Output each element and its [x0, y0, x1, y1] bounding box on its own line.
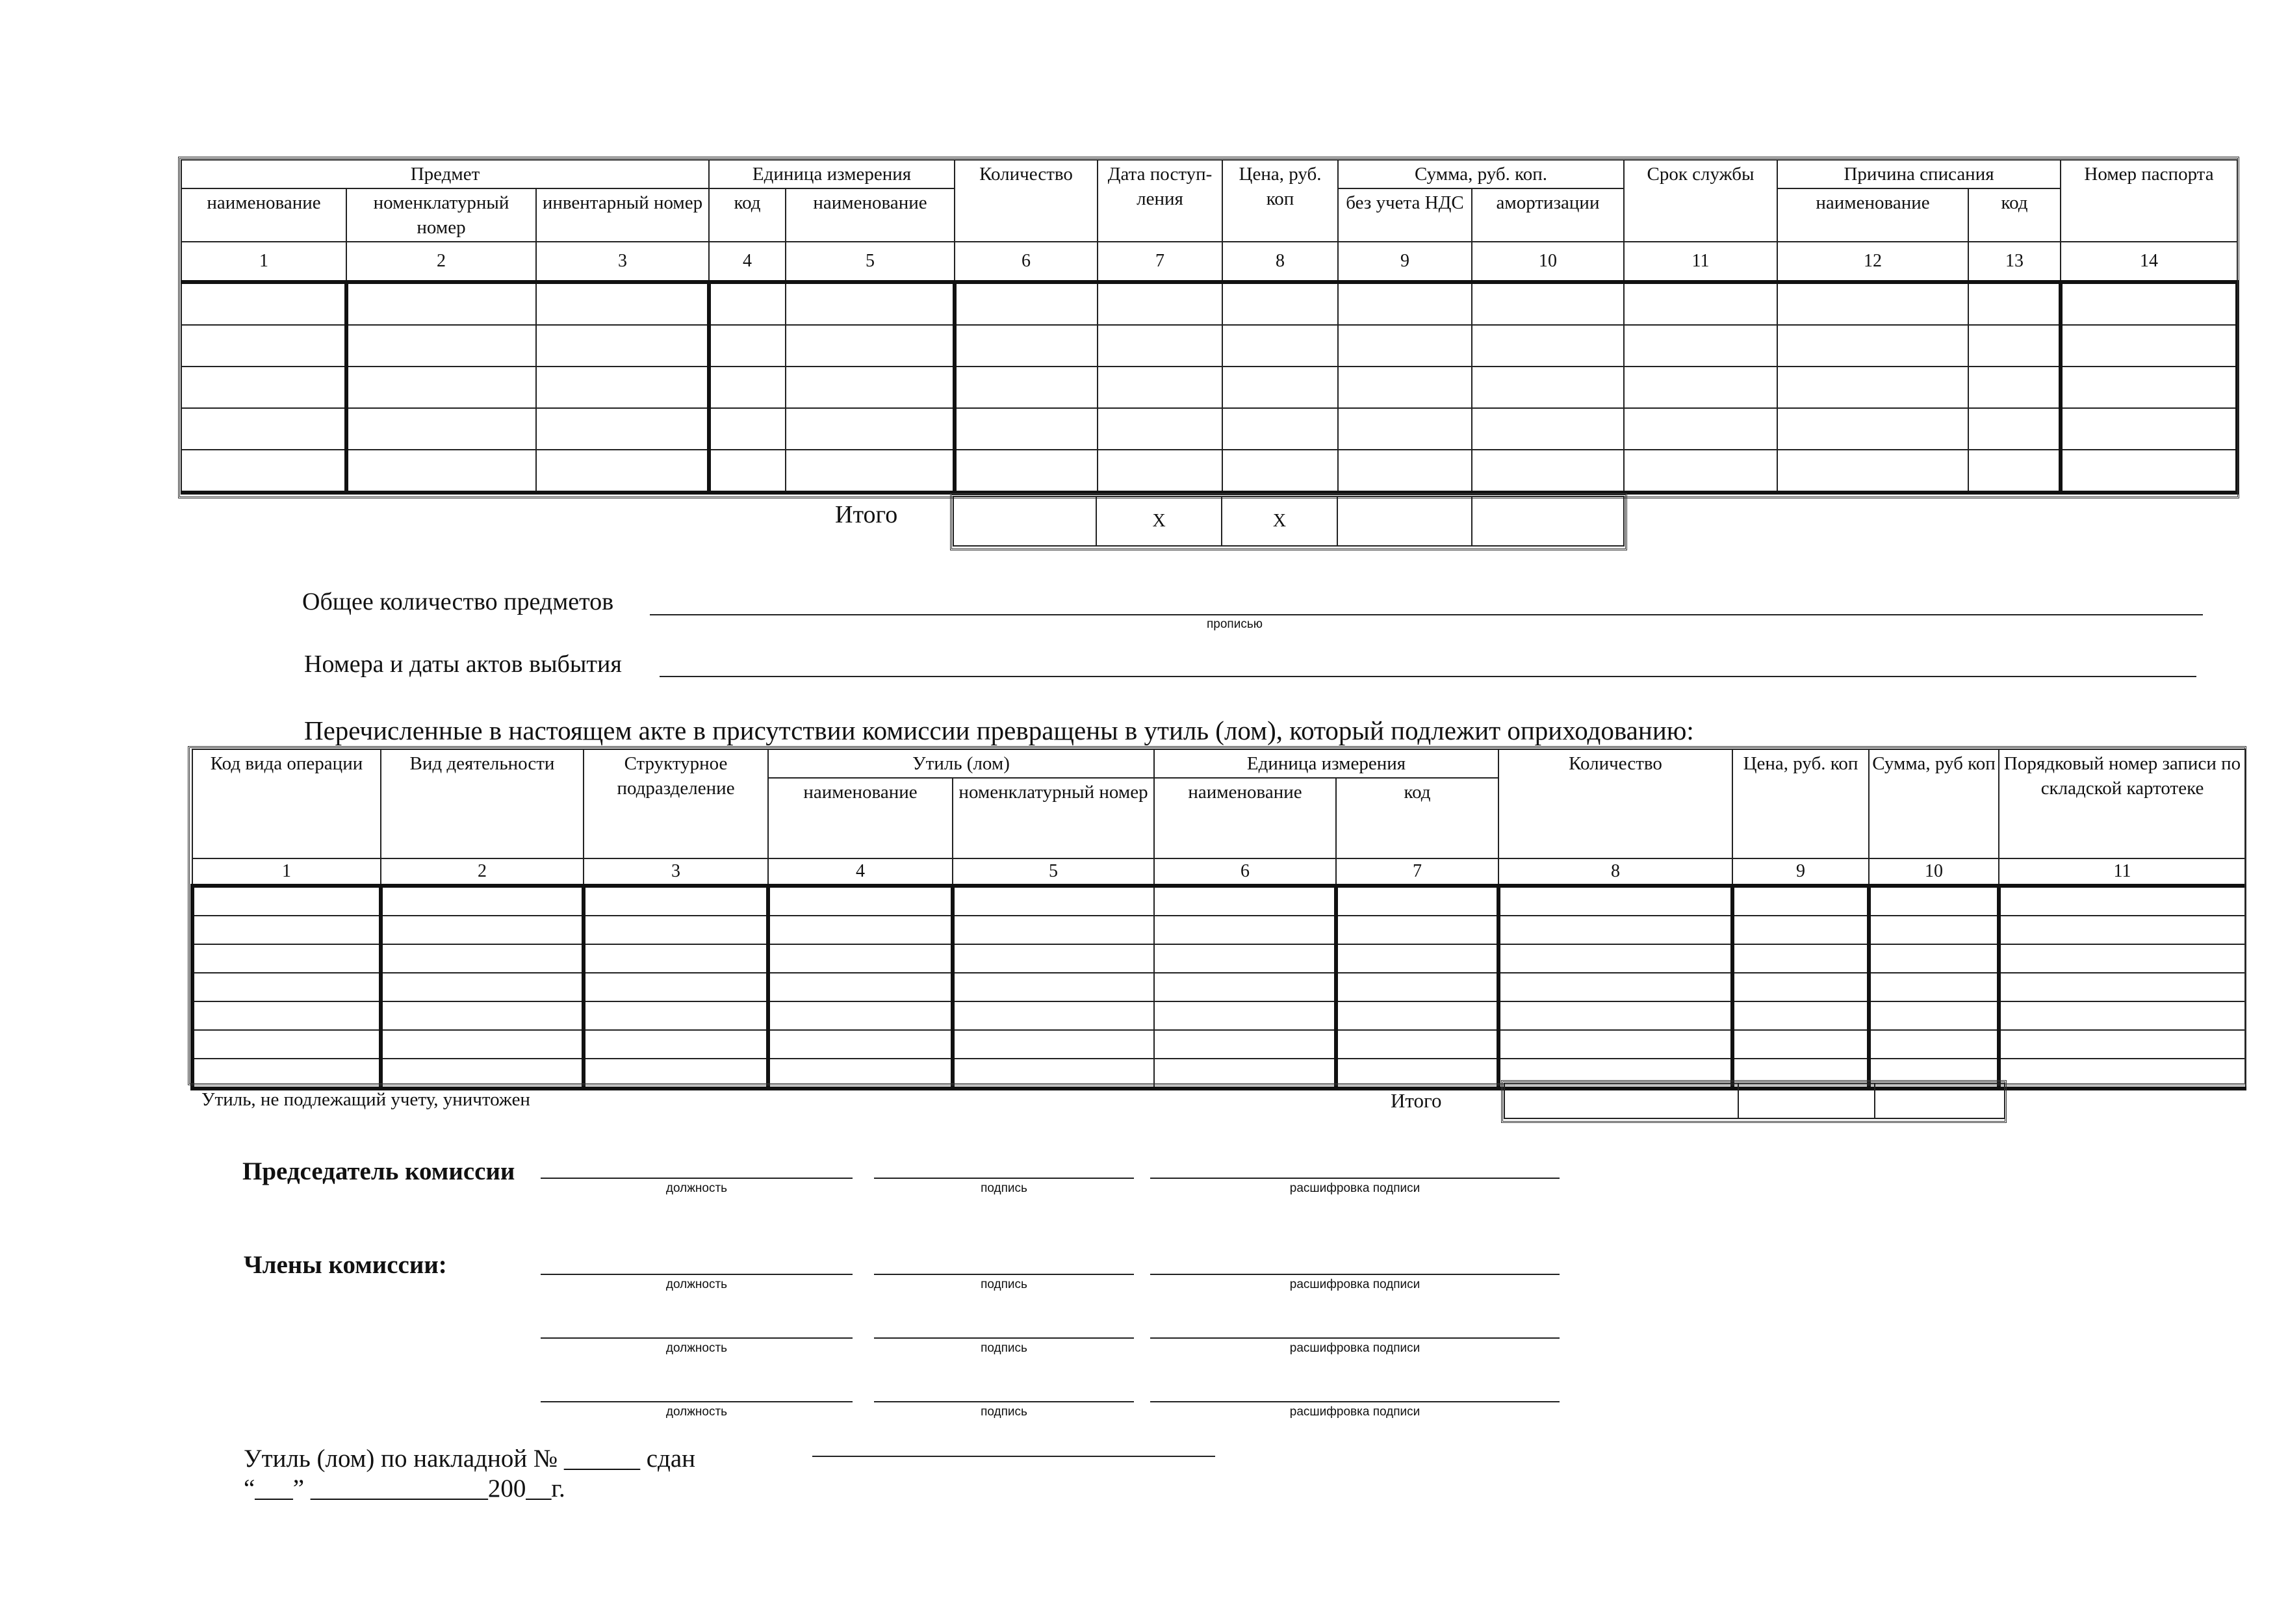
table-cell[interactable]: [1498, 916, 1732, 944]
table-cell[interactable]: [1336, 916, 1498, 944]
table-row: [181, 450, 2237, 493]
scrap-total-label: Итого: [1391, 1089, 1442, 1112]
table-cell[interactable]: [1999, 1030, 2246, 1059]
table-cell[interactable]: [181, 367, 346, 408]
scrap-column-number-3: 3: [584, 858, 768, 886]
table-cell[interactable]: [381, 944, 584, 973]
table-cell[interactable]: [1154, 886, 1336, 916]
table-cell[interactable]: [1472, 325, 1624, 367]
header-quantity: Количество: [955, 160, 1098, 242]
table-cell[interactable]: [1336, 1001, 1498, 1030]
chairman-label: Председатель комиссии: [242, 1157, 515, 1185]
table-cell[interactable]: [1732, 1001, 1869, 1030]
table-cell[interactable]: [1869, 916, 1999, 944]
scrap-column-number-6: 6: [1154, 858, 1336, 886]
table-cell[interactable]: [768, 1059, 953, 1089]
items-total-row: [953, 496, 1625, 547]
signature-caption: подпись: [981, 1405, 1027, 1419]
table-cell[interactable]: [1472, 367, 1624, 408]
column-number-11: 11: [1624, 242, 1777, 282]
table-cell[interactable]: [192, 1030, 381, 1059]
table-cell[interactable]: [1098, 282, 1222, 325]
total-price-x: Х: [1222, 496, 1337, 546]
member-3-signature-line[interactable]: [874, 1401, 1134, 1402]
table-cell[interactable]: [536, 450, 709, 493]
items-table: [181, 159, 2239, 495]
table-cell[interactable]: [768, 886, 953, 916]
table-cell[interactable]: [1338, 450, 1472, 493]
table-cell[interactable]: [1869, 1001, 1999, 1030]
table-cell[interactable]: [1336, 944, 1498, 973]
members-label: Члены комиссии:: [244, 1251, 447, 1279]
table-row: [192, 944, 2246, 973]
column-number-1: 1: [181, 242, 346, 282]
invoice-receiver-line[interactable]: [812, 1456, 1215, 1457]
table-cell[interactable]: [181, 325, 346, 367]
table-cell[interactable]: [2061, 282, 2237, 325]
table-cell[interactable]: [181, 450, 346, 493]
subheader-scrap-nomenclature: номенклатурный номер: [953, 778, 1154, 858]
total-items-input-line[interactable]: [650, 614, 2203, 615]
table-cell[interactable]: [1498, 1001, 1732, 1030]
header-division: Структурное подразделение: [584, 749, 768, 858]
scrap-table: [190, 749, 2246, 1090]
table-cell[interactable]: [1498, 886, 1732, 916]
table-cell[interactable]: [1154, 916, 1336, 944]
scrap-column-number-5: 5: [953, 858, 1154, 886]
table-cell[interactable]: [381, 973, 584, 1001]
table-cell[interactable]: [953, 916, 1154, 944]
column-number-13: 13: [1968, 242, 2061, 282]
total-quantity-cell[interactable]: [953, 496, 1096, 546]
member-2-signature-line[interactable]: [874, 1337, 1134, 1339]
table-cell[interactable]: [1732, 916, 1869, 944]
table-cell[interactable]: [346, 325, 536, 367]
position-caption: должность: [665, 1181, 728, 1195]
scrap-column-number-9: 9: [1732, 858, 1869, 886]
subheader-item-inventory: инвентарный номер: [536, 188, 709, 242]
table-cell[interactable]: [1777, 282, 1968, 325]
table-cell[interactable]: [346, 450, 536, 493]
header-passport: Номер паспорта: [2061, 160, 2237, 242]
column-number-10: 10: [1472, 242, 1624, 282]
subheader-unit-name: наименование: [786, 188, 955, 242]
acts-input-line[interactable]: [660, 676, 2196, 677]
header-service-life: Срок службы: [1624, 160, 1777, 242]
table-row: [192, 973, 2246, 1001]
table-cell[interactable]: [709, 367, 786, 408]
signature-caption: подпись: [981, 1278, 1027, 1291]
table-cell[interactable]: [1338, 325, 1472, 367]
total-sum-amort-cell[interactable]: [1472, 496, 1624, 546]
table-cell[interactable]: [381, 1030, 584, 1059]
table-cell[interactable]: [1624, 367, 1777, 408]
table-cell[interactable]: [768, 1001, 953, 1030]
table-cell[interactable]: [584, 973, 768, 1001]
subheader-unit-code: код: [709, 188, 786, 242]
table-cell[interactable]: [1624, 450, 1777, 493]
chairman-signature-decode-line[interactable]: [1150, 1178, 1560, 1179]
table-cell[interactable]: [584, 1030, 768, 1059]
table-cell[interactable]: [1222, 367, 1338, 408]
signature-caption: подпись: [981, 1181, 1027, 1195]
table-cell[interactable]: [1154, 1001, 1336, 1030]
table-cell[interactable]: [584, 916, 768, 944]
column-number-3: 3: [536, 242, 709, 282]
position-caption: должность: [665, 1278, 728, 1291]
table-row: [181, 325, 2237, 367]
header-unit: Единица измерения: [709, 160, 955, 188]
header-receipt-date: Дата поступ-ления: [1098, 160, 1222, 242]
subheader-item-nomenclature: номенклатурный номер: [346, 188, 536, 242]
table-cell[interactable]: [1968, 450, 2061, 493]
table-cell[interactable]: [953, 1030, 1154, 1059]
acts-label: Номера и даты актов выбытия: [304, 651, 622, 678]
table-cell[interactable]: [1999, 944, 2246, 973]
table-cell[interactable]: [955, 282, 1098, 325]
table-cell[interactable]: [536, 325, 709, 367]
table-cell[interactable]: [1154, 1030, 1336, 1059]
table-cell[interactable]: [1222, 282, 1338, 325]
header-sum: Сумма, руб. коп.: [1338, 160, 1624, 188]
table-cell[interactable]: [1154, 944, 1336, 973]
table-cell[interactable]: [1777, 450, 1968, 493]
table-cell[interactable]: [381, 886, 584, 916]
scrap-column-number-1: 1: [192, 858, 381, 886]
table-cell[interactable]: [536, 408, 709, 450]
table-cell[interactable]: [192, 973, 381, 1001]
member-3-signature-decode-line[interactable]: [1150, 1401, 1560, 1402]
table-cell[interactable]: [1336, 1030, 1498, 1059]
destroyed-note: Утиль, не подлежащий учету, уничтожен: [201, 1089, 530, 1110]
table-cell[interactable]: [1869, 944, 1999, 973]
date-text: “___” ______________200__г.: [244, 1475, 565, 1502]
table-cell[interactable]: [709, 325, 786, 367]
scrap-column-number-8: 8: [1498, 858, 1732, 886]
header-unit2: Единица измерения: [1154, 749, 1498, 778]
signature-decode-caption: расшифровка подписи: [1289, 1181, 1420, 1195]
total2-price-cell[interactable]: [1738, 1083, 1875, 1118]
subheader-sum-no-vat: без учета НДС: [1338, 188, 1472, 242]
table-cell[interactable]: [1498, 1030, 1732, 1059]
table-cell[interactable]: [1222, 325, 1338, 367]
table-cell[interactable]: [1869, 886, 1999, 916]
table-cell[interactable]: [1968, 325, 2061, 367]
table-row: [192, 886, 2246, 916]
table-cell[interactable]: [786, 408, 955, 450]
table-cell[interactable]: [192, 1001, 381, 1030]
table-cell[interactable]: [1336, 973, 1498, 1001]
signature-decode-caption: расшифровка подписи: [1289, 1405, 1420, 1419]
table-cell[interactable]: [1498, 944, 1732, 973]
table-row: [181, 367, 2237, 408]
table-cell[interactable]: [346, 408, 536, 450]
table-cell[interactable]: [1098, 367, 1222, 408]
table-cell[interactable]: [1498, 973, 1732, 1001]
total-sum-no-vat-cell[interactable]: [1337, 496, 1471, 546]
member-1-signature-line[interactable]: [874, 1274, 1134, 1275]
signature-caption: подпись: [981, 1341, 1027, 1355]
table-cell[interactable]: [768, 944, 953, 973]
chairman-signature-line[interactable]: [874, 1178, 1134, 1179]
table-row: [192, 1001, 2246, 1030]
invoice-text: Утиль (лом) по накладной № ______ сдан: [244, 1445, 696, 1473]
subheader-reason-code: код: [1968, 188, 2061, 242]
table-cell[interactable]: [1732, 973, 1869, 1001]
table-cell[interactable]: [768, 916, 953, 944]
column-number-7: 7: [1098, 242, 1222, 282]
position-caption: должность: [665, 1405, 728, 1419]
table-cell[interactable]: [1968, 408, 2061, 450]
total-items-caption: прописью: [1207, 617, 1263, 631]
column-number-8: 8: [1222, 242, 1338, 282]
table-cell[interactable]: [1222, 450, 1338, 493]
table-cell[interactable]: [192, 916, 381, 944]
table-cell[interactable]: [768, 973, 953, 1001]
table-cell[interactable]: [955, 450, 1098, 493]
table-cell[interactable]: [1777, 367, 1968, 408]
table-cell[interactable]: [955, 367, 1098, 408]
column-number-2: 2: [346, 242, 536, 282]
table-cell[interactable]: [1472, 282, 1624, 325]
header-price2: Цена, руб. коп: [1732, 749, 1869, 858]
column-number-9: 9: [1338, 242, 1472, 282]
table-cell[interactable]: [1777, 408, 1968, 450]
table-cell[interactable]: [953, 973, 1154, 1001]
table-cell[interactable]: [786, 282, 955, 325]
table-cell[interactable]: [1999, 973, 2246, 1001]
column-number-14: 14: [2061, 242, 2237, 282]
column-number-12: 12: [1777, 242, 1968, 282]
table-cell[interactable]: [1777, 325, 1968, 367]
table-cell[interactable]: [786, 450, 955, 493]
table-cell[interactable]: [1624, 408, 1777, 450]
header-activity: Вид деятельности: [381, 749, 584, 858]
table-cell[interactable]: [709, 450, 786, 493]
table-cell[interactable]: [192, 886, 381, 916]
member-1-position-line[interactable]: [541, 1274, 853, 1275]
table-cell[interactable]: [1624, 282, 1777, 325]
table-cell[interactable]: [584, 944, 768, 973]
table-row: [181, 282, 2237, 325]
table-cell[interactable]: [584, 1059, 768, 1089]
table-cell[interactable]: [955, 408, 1098, 450]
scrap-column-number-2: 2: [381, 858, 584, 886]
header-reason: Причина списания: [1777, 160, 2061, 188]
total2-sum-cell[interactable]: [1875, 1083, 2005, 1118]
table-cell[interactable]: [1968, 367, 2061, 408]
table-cell[interactable]: [584, 886, 768, 916]
table-row: [192, 1030, 2246, 1059]
table-cell[interactable]: [1098, 450, 1222, 493]
table-cell[interactable]: [584, 1001, 768, 1030]
table-cell[interactable]: [1098, 325, 1222, 367]
subheader-unit2-name: наименование: [1154, 778, 1336, 858]
column-number-6: 6: [955, 242, 1098, 282]
scrap-column-number-4: 4: [768, 858, 953, 886]
table-cell[interactable]: [953, 944, 1154, 973]
table-cell[interactable]: [1222, 408, 1338, 450]
table-cell[interactable]: [2061, 325, 2237, 367]
table-cell[interactable]: [1732, 1030, 1869, 1059]
table-cell[interactable]: [709, 282, 786, 325]
scrap-column-number-7: 7: [1336, 858, 1498, 886]
table-cell[interactable]: [381, 1059, 584, 1089]
table-cell[interactable]: [953, 886, 1154, 916]
table-cell[interactable]: [1472, 450, 1624, 493]
signature-decode-caption: расшифровка подписи: [1289, 1278, 1420, 1291]
header-price: Цена, руб. коп: [1222, 160, 1338, 242]
table-cell[interactable]: [2061, 367, 2237, 408]
items-total-label: Итого: [835, 501, 898, 528]
header-sum2: Сумма, руб коп: [1869, 749, 1999, 858]
header-scrap: Утиль (лом): [768, 749, 1154, 778]
table-cell[interactable]: [192, 1059, 381, 1089]
table-cell[interactable]: [1338, 367, 1472, 408]
table-cell[interactable]: [1472, 408, 1624, 450]
member-3-position-line[interactable]: [541, 1401, 853, 1402]
scrap-column-number-10: 10: [1869, 858, 1999, 886]
table-cell[interactable]: [786, 325, 955, 367]
scrap-column-number-11: 11: [1999, 858, 2246, 886]
table-cell[interactable]: [953, 1001, 1154, 1030]
table-cell[interactable]: [1732, 944, 1869, 973]
table-cell[interactable]: [1336, 1059, 1498, 1089]
subheader-item-name: наименование: [181, 188, 346, 242]
table-cell[interactable]: [1968, 282, 2061, 325]
table-cell[interactable]: [1624, 325, 1777, 367]
table-cell[interactable]: [1999, 886, 2246, 916]
table-cell[interactable]: [786, 367, 955, 408]
chairman-position-line[interactable]: [541, 1178, 853, 1179]
member-2-position-line[interactable]: [541, 1337, 853, 1339]
table-cell[interactable]: [536, 282, 709, 325]
table-cell[interactable]: [1336, 886, 1498, 916]
table-cell[interactable]: [1338, 282, 1472, 325]
table-cell[interactable]: [1098, 408, 1222, 450]
table-cell[interactable]: [1999, 1001, 2246, 1030]
table-cell[interactable]: [1869, 973, 1999, 1001]
header-quantity2: Количество: [1498, 749, 1732, 858]
member-2-signature-decode-line[interactable]: [1150, 1337, 1560, 1339]
table-cell[interactable]: [2061, 408, 2237, 450]
scrap-statement: Перечисленные в настоящем акте в присутствии комиссии превращены в утиль (лом), который подлежит оприходованию:: [304, 715, 1694, 745]
table-cell[interactable]: [709, 408, 786, 450]
table-cell[interactable]: [536, 367, 709, 408]
table-cell[interactable]: [953, 1059, 1154, 1089]
signature-decode-caption: расшифровка подписи: [1289, 1341, 1420, 1355]
table-cell[interactable]: [181, 282, 346, 325]
subheader-reason-name: наименование: [1777, 188, 1968, 242]
table-cell[interactable]: [1732, 886, 1869, 916]
table-cell[interactable]: [2061, 450, 2237, 493]
table-cell[interactable]: [381, 1001, 584, 1030]
subheader-sum-amort: амортизации: [1472, 188, 1624, 242]
scrap-total-row: [1504, 1083, 2005, 1119]
table-cell[interactable]: [955, 325, 1098, 367]
subheader-unit2-code: код: [1336, 778, 1498, 858]
table-cell[interactable]: [1999, 916, 2246, 944]
header-item: Предмет: [181, 160, 709, 188]
table-cell[interactable]: [768, 1030, 953, 1059]
table-cell[interactable]: [1869, 1030, 1999, 1059]
table-cell[interactable]: [346, 367, 536, 408]
header-op-code: Код вида операции: [192, 749, 381, 858]
total-date-x: Х: [1096, 496, 1221, 546]
table-row: [181, 408, 2237, 450]
table-cell[interactable]: [1154, 973, 1336, 1001]
table-cell[interactable]: [381, 916, 584, 944]
table-cell[interactable]: [1999, 1059, 2246, 1089]
table-cell[interactable]: [1338, 408, 1472, 450]
column-number-4: 4: [709, 242, 786, 282]
total2-quantity-cell[interactable]: [1504, 1083, 1738, 1118]
table-row: [192, 916, 2246, 944]
table-cell[interactable]: [346, 282, 536, 325]
header-record: Порядковый номер записи по складской картотеке: [1999, 749, 2246, 858]
total-items-label: Общее количество предметов: [302, 588, 614, 615]
member-1-signature-decode-line[interactable]: [1150, 1274, 1560, 1275]
column-number-5: 5: [786, 242, 955, 282]
table-cell[interactable]: [181, 408, 346, 450]
subheader-scrap-name: наименование: [768, 778, 953, 858]
table-cell[interactable]: [192, 944, 381, 973]
table-cell[interactable]: [1154, 1059, 1336, 1089]
position-caption: должность: [665, 1341, 728, 1355]
